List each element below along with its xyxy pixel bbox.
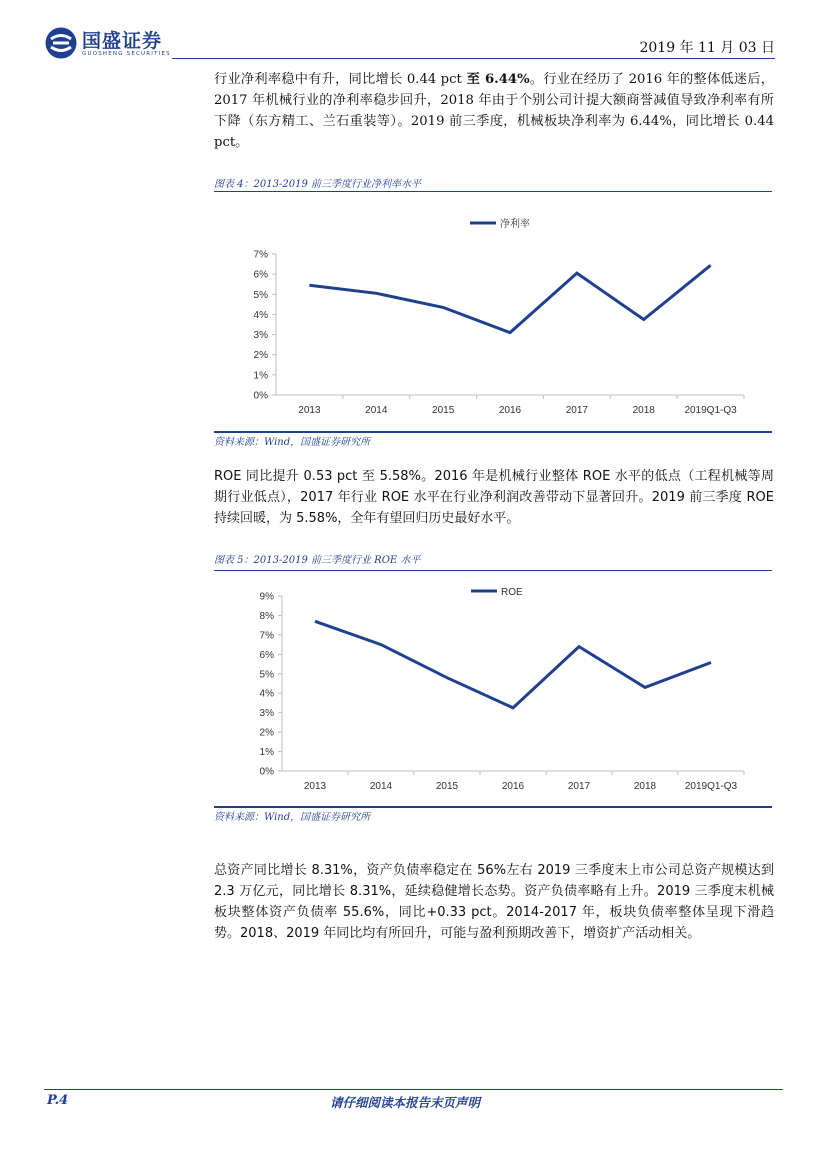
figure-4-caption: 图表 4：2013-2019 前三季度行业净利率水平: [214, 179, 421, 190]
roe-text: ROE 同比提升 0.53 pct 至 5.58%。2016 年是机械行业整体 ROE 水平的低点（工程机械等周期行业低点），2017 年行业 ROE 水平在行业净利润改善带动下显著回升。2019 前三季度 ROE 持续回暖，为 5.58%，全年有望回归历史最好水平。: [214, 469, 774, 526]
asset-paragraph: [214, 860, 774, 944]
footer-divider: [44, 1089, 783, 1090]
x-tick-label: 2014: [365, 405, 388, 416]
y-tick-label: 3%: [259, 708, 274, 720]
x-tick-label: 2013: [303, 781, 327, 792]
x-tick-label: 2015: [435, 781, 459, 792]
y-tick-label: 2%: [259, 727, 274, 739]
y-tick-label: 6%: [253, 269, 268, 281]
y-tick-label: 5%: [259, 669, 274, 681]
x-tick-label: 2018: [632, 405, 655, 416]
x-tick-label: 2017: [567, 781, 591, 792]
brand-subtitle: GUOSHENG SECURITIES: [82, 51, 171, 57]
x-tick-label: 2015: [432, 405, 455, 416]
y-tick-label: 1%: [253, 370, 268, 382]
y-tick-label: 1%: [259, 747, 274, 759]
header-divider: [172, 58, 775, 59]
y-tick-label: 8%: [259, 610, 274, 622]
y-tick-label: 7%: [259, 630, 274, 642]
disclaimer-note: 请仔细阅读本报告末页声明: [330, 1095, 481, 1110]
y-tick-label: 4%: [253, 309, 268, 321]
y-tick-label: 0%: [259, 766, 274, 778]
y-tick-label: 3%: [253, 330, 268, 342]
figure-5-caption: 图表 5：2013-2019 前三季度行业 ROE 水平: [214, 555, 421, 566]
y-tick-label: 9%: [259, 591, 274, 603]
x-tick-label: 2013: [298, 405, 321, 416]
figure-4-top-rule: [214, 191, 772, 192]
legend-label: ROE: [501, 587, 523, 598]
intro-highlight: 至 6.44%: [461, 72, 530, 87]
y-tick-label: 7%: [253, 249, 268, 261]
roe-paragraph: [214, 466, 774, 529]
y-tick-label: 5%: [253, 289, 268, 301]
asset-text: 总资产同比增长 8.31%，资产负债率稳定在 56%左右 2019 三季度末上市公司总资产规模达到 2.3 万亿元，同比增长 8.31%，延续稳健增长态势。资产负债率略有上升。2019 三季度末机械板块整体资产负债率 55.6%，同比+0.33 pct。2014-2017 年，板块负债率整体呈现下滑趋势。2018、2019 年同比均有所回升，可能与盈利预期改善下，增资扩产活动相关。: [214, 863, 774, 941]
x-tick-label: 2019Q1-Q3: [684, 781, 738, 792]
figure-5-top-rule: [214, 570, 772, 571]
series-line: [309, 265, 710, 332]
x-tick-label: 2016: [501, 781, 525, 792]
y-tick-label: 2%: [253, 350, 268, 362]
x-tick-label: 2018: [633, 781, 657, 792]
series-line: [315, 621, 711, 708]
y-tick-label: 4%: [259, 688, 274, 700]
intro-rest: 。行业在经历了 2016 年的整体低迷后，2017 年机械行业的净利率稳步回升，2018 年由于个别公司计提大额商誉减值导致净利率有所下降（东方精工、兰石重装等）。2019 前三季度，机械板块净利率为 6.44%，同比增长 0.44 pct。: [214, 72, 774, 150]
net-margin-chart: [214, 195, 772, 431]
figure-4-source: 资料来源：Wind，国盛证券研究所: [214, 437, 371, 448]
y-tick-label: 6%: [259, 649, 274, 661]
page-number: P.4: [47, 1093, 69, 1108]
brand-name: 国盛证券: [82, 30, 163, 52]
x-tick-label: 2019Q1-Q3: [684, 405, 737, 416]
y-tick-label: 0%: [253, 390, 268, 402]
x-tick-label: 2014: [369, 781, 393, 792]
intro-text: 行业净利率稳中有升，同比增长 0.44 pct: [214, 72, 462, 87]
x-tick-label: 2017: [565, 405, 588, 416]
x-tick-label: 2016: [498, 405, 522, 416]
logo-icon: [44, 26, 78, 60]
intro-paragraph: [214, 69, 774, 153]
legend-label: 净利率: [500, 219, 530, 230]
figure-5-source: 资料来源：Wind，国盛证券研究所: [214, 812, 371, 823]
roe-chart: [214, 574, 772, 806]
report-date: 2019 年 11 月 03 日: [639, 40, 775, 56]
